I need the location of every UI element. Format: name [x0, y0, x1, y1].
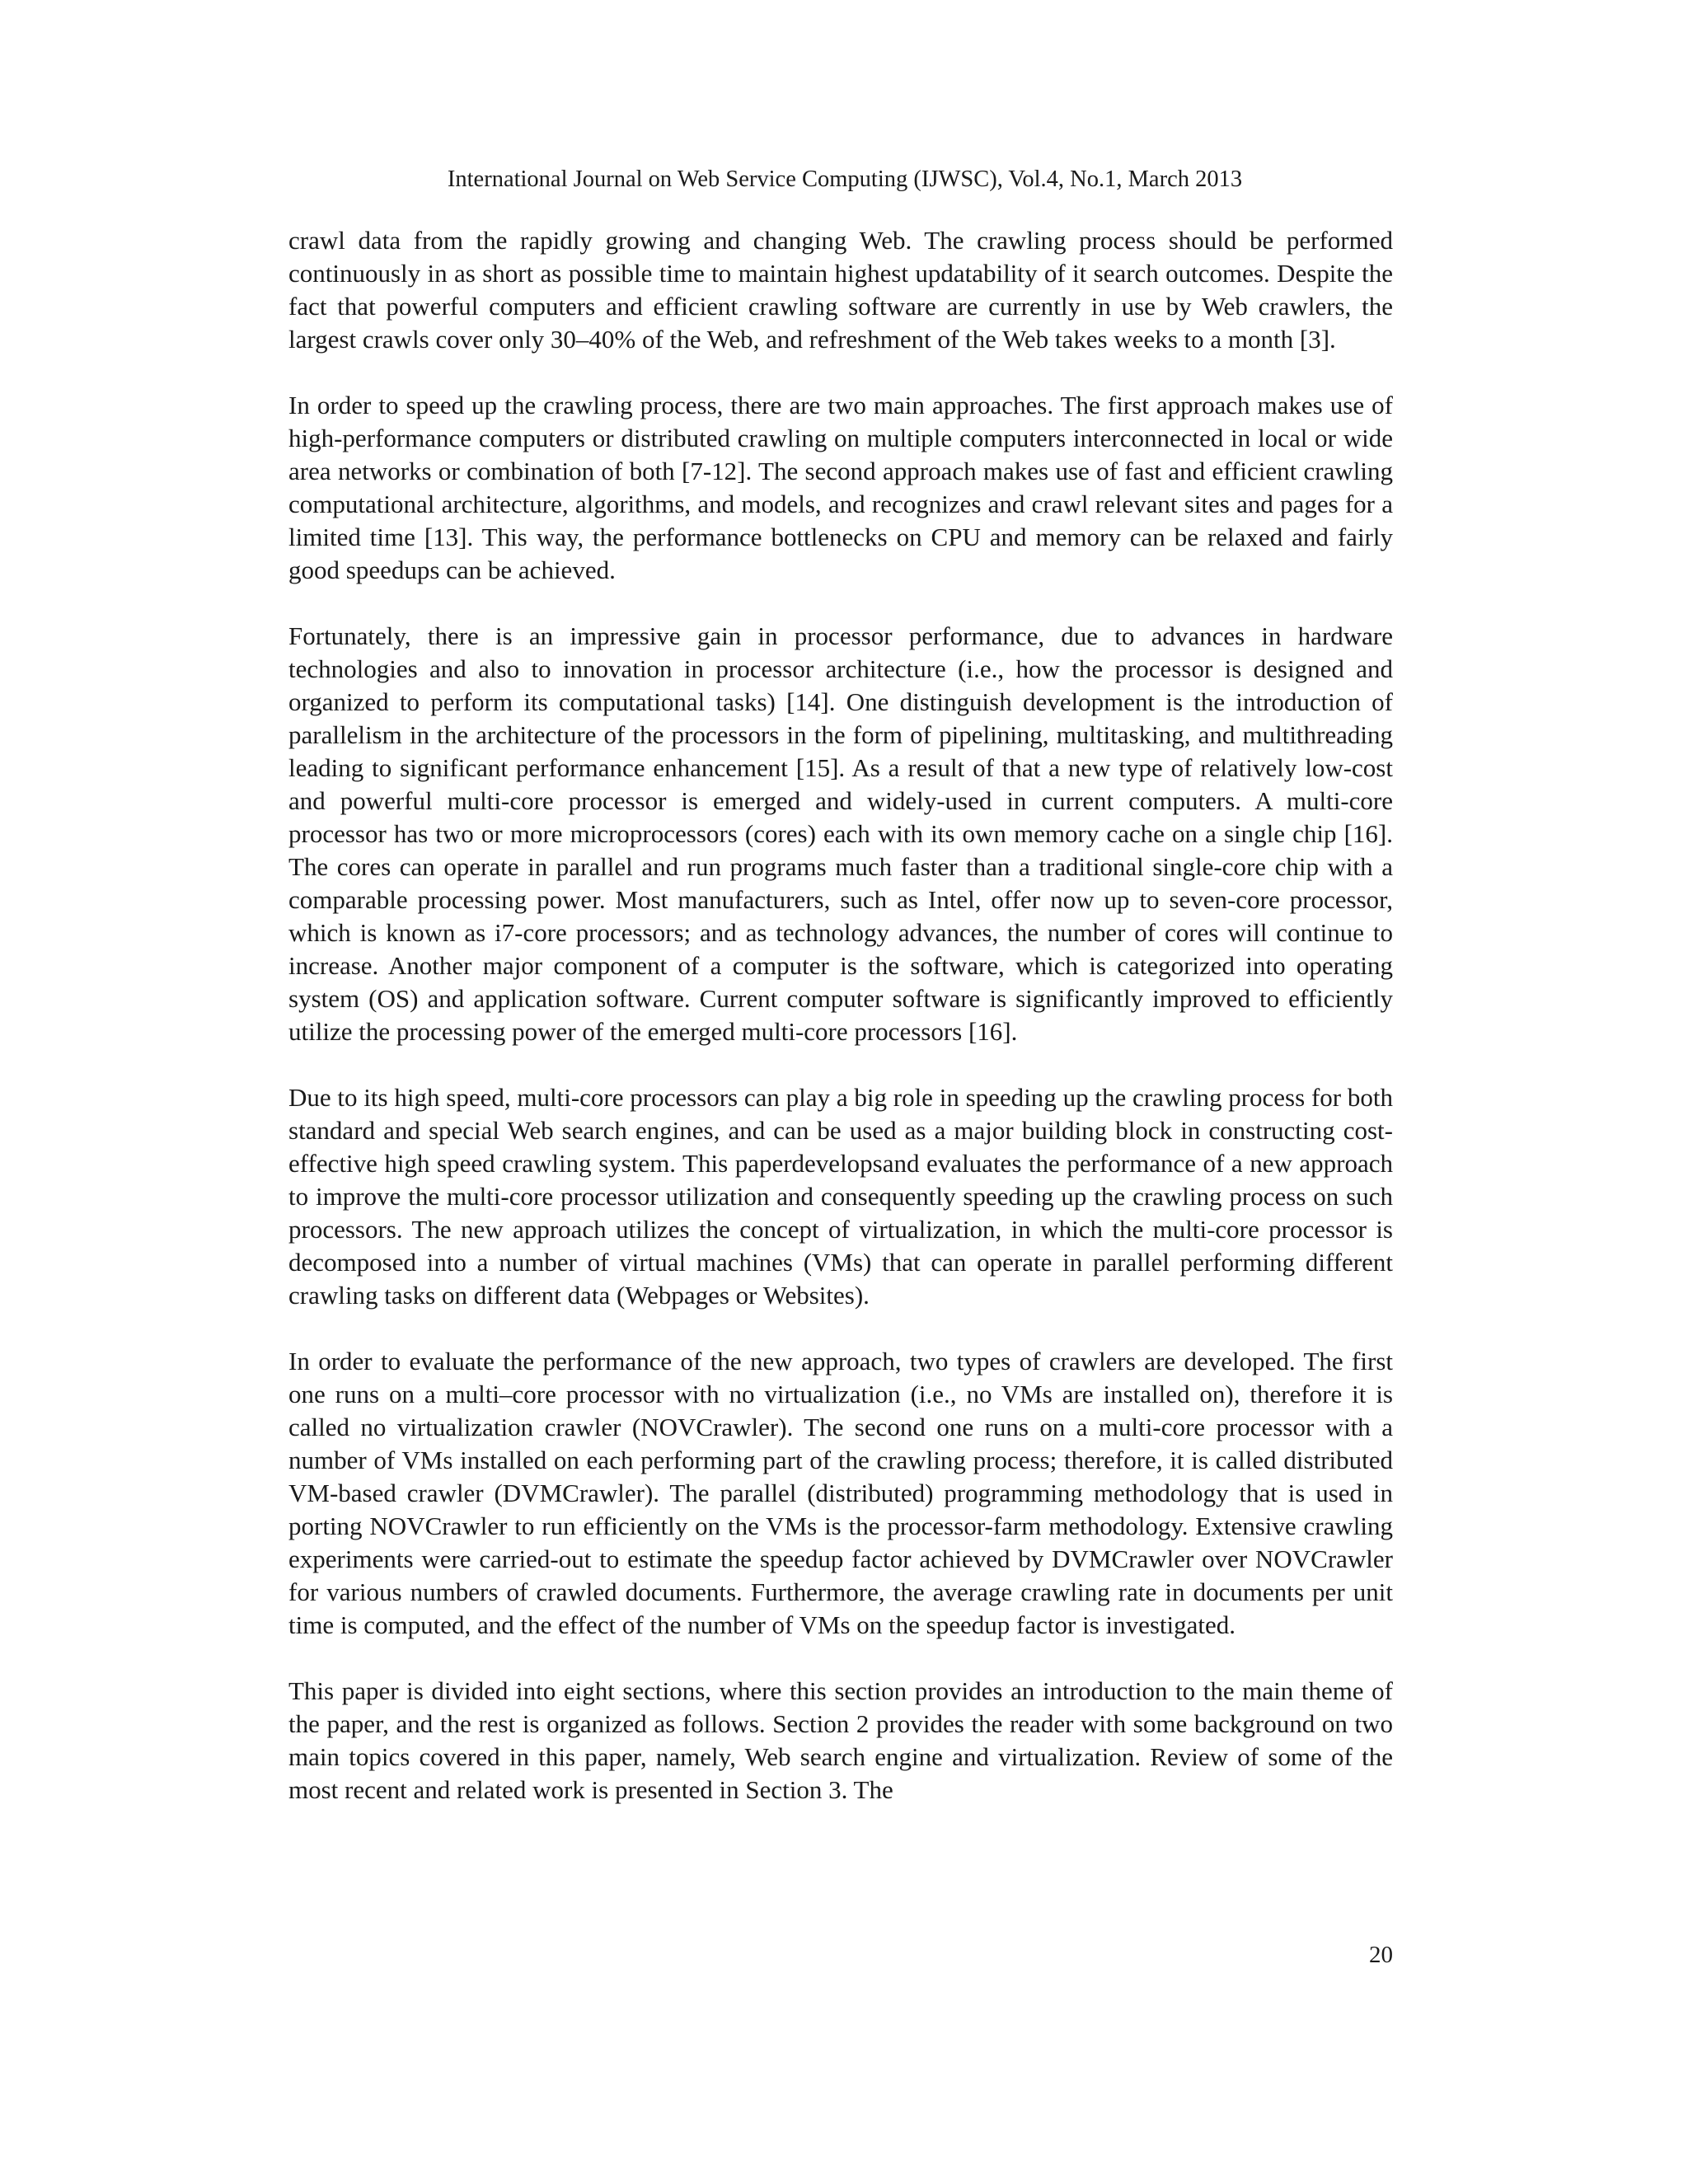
paragraph-multi-core-crawling: Due to its high speed, multi-core processors can play a big role in speeding up the crawling process for both standard and special Web search engines, and can be used as a major building block in constructing cost-effective high speed crawling system. This paperdevelopsand evaluates the performance of a new approach to improve the multi-core processor utilization and consequently speeding up the crawling process on such processors. The new approach utilizes the concept of virtualization, in which the multi-core processor is decomposed into a number of virtual machines (VMs) that can operate in parallel performing different crawling tasks on different data (Webpages or Websites). — [288, 1083, 1393, 1310]
paragraph-processor-performance: Fortunately, there is an impressive gain in processor performance, due to advances in hardware technologies and also to innovation in processor architecture (i.e., how the processor is designed and organized to perform its computational tasks) [14]. One distinguish development is the introduction of parallelism in the architecture of the processors in the form of pipelining, multitasking, and multithreading leading to significant performance enhancement [15]. As a result of that a new type of relatively low-cost and powerful multi-core processor is emerged and widely-used in current computers. A multi-core processor has two or more microprocessors (cores) each with its own memory cache on a single chip [16]. The cores can operate in parallel and run programs much faster than a traditional single-core chip with a comparable processing power. Most manufacturers, such as Intel, offer now up to seven-core processor, which is known as i7-core processors; and as technology advances, the number of cores will continue to increase. Another major component of a computer is the software, which is categorized into operating system (OS) and application software. Current computer software is significantly improved to efficiently utilize the processing power of the emerged multi-core processors [16]. — [288, 621, 1393, 1046]
page-number: 20 — [1369, 1942, 1393, 1968]
paragraph-paper-organization: This paper is divided into eight sections, where this section provides an introduction to the main theme of the paper, and the rest is organized as follows. Section 2 provides the reader with some background on two main topics covered in this paper, namely, Web search engine and virtualization. Review of some of the most recent and related work is presented in Section 3. The — [288, 1676, 1393, 1804]
paragraph-speed-up-approaches: In order to speed up the crawling process, there are two main approaches. The first approach makes use of high-performance computers or distributed crawling on multiple computers interconnected in local or wide area networks or combination of both [7-12]. The second approach makes use of fast and efficient crawling computational architecture, algorithms, and models, and recognizes and crawl relevant sites and pages for a limited time [13]. This way, the performance bottlenecks on CPU and memory can be relaxed and fairly good speedups can be achieved. — [288, 391, 1393, 584]
paragraph-crawler-evaluation: In order to evaluate the performance of the new approach, two types of crawlers are developed. The first one runs on a multi–core processor with no virtualization (i.e., no VMs are installed on), therefore it is called no virtualization crawler (NOVCrawler). The second one runs on a multi-core processor with a number of VMs installed on each performing part of the crawling process; therefore, it is called distributed VM-based crawler (DVMCrawler). The parallel (distributed) programming methodology that is used in porting NOVCrawler to run efficiently on the VMs is the processor-farm methodology. Extensive crawling experiments were carried-out to estimate the speedup factor achieved by DVMCrawler over NOVCrawler for various numbers of crawled documents. Furthermore, the average crawling rate in documents per unit time is computed, and the effect of the number of VMs on the speedup factor is investigated. — [288, 1347, 1393, 1639]
body-text — [288, 224, 1393, 1807]
paragraph-crawl-data: crawl data from the rapidly growing and changing Web. The crawling process should be performed continuously in as short as possible time to maintain highest updatability of it search outcomes. Despite the fact that powerful computers and efficient crawling software are currently in use by Web crawlers, the largest crawls cover only 30–40% of the Web, and refreshment of the Web takes weeks to a month [3]. — [288, 226, 1393, 354]
running-header: International Journal on Web Service Computing (IJWSC), Vol.4, No.1, March 2013 — [447, 166, 1243, 192]
